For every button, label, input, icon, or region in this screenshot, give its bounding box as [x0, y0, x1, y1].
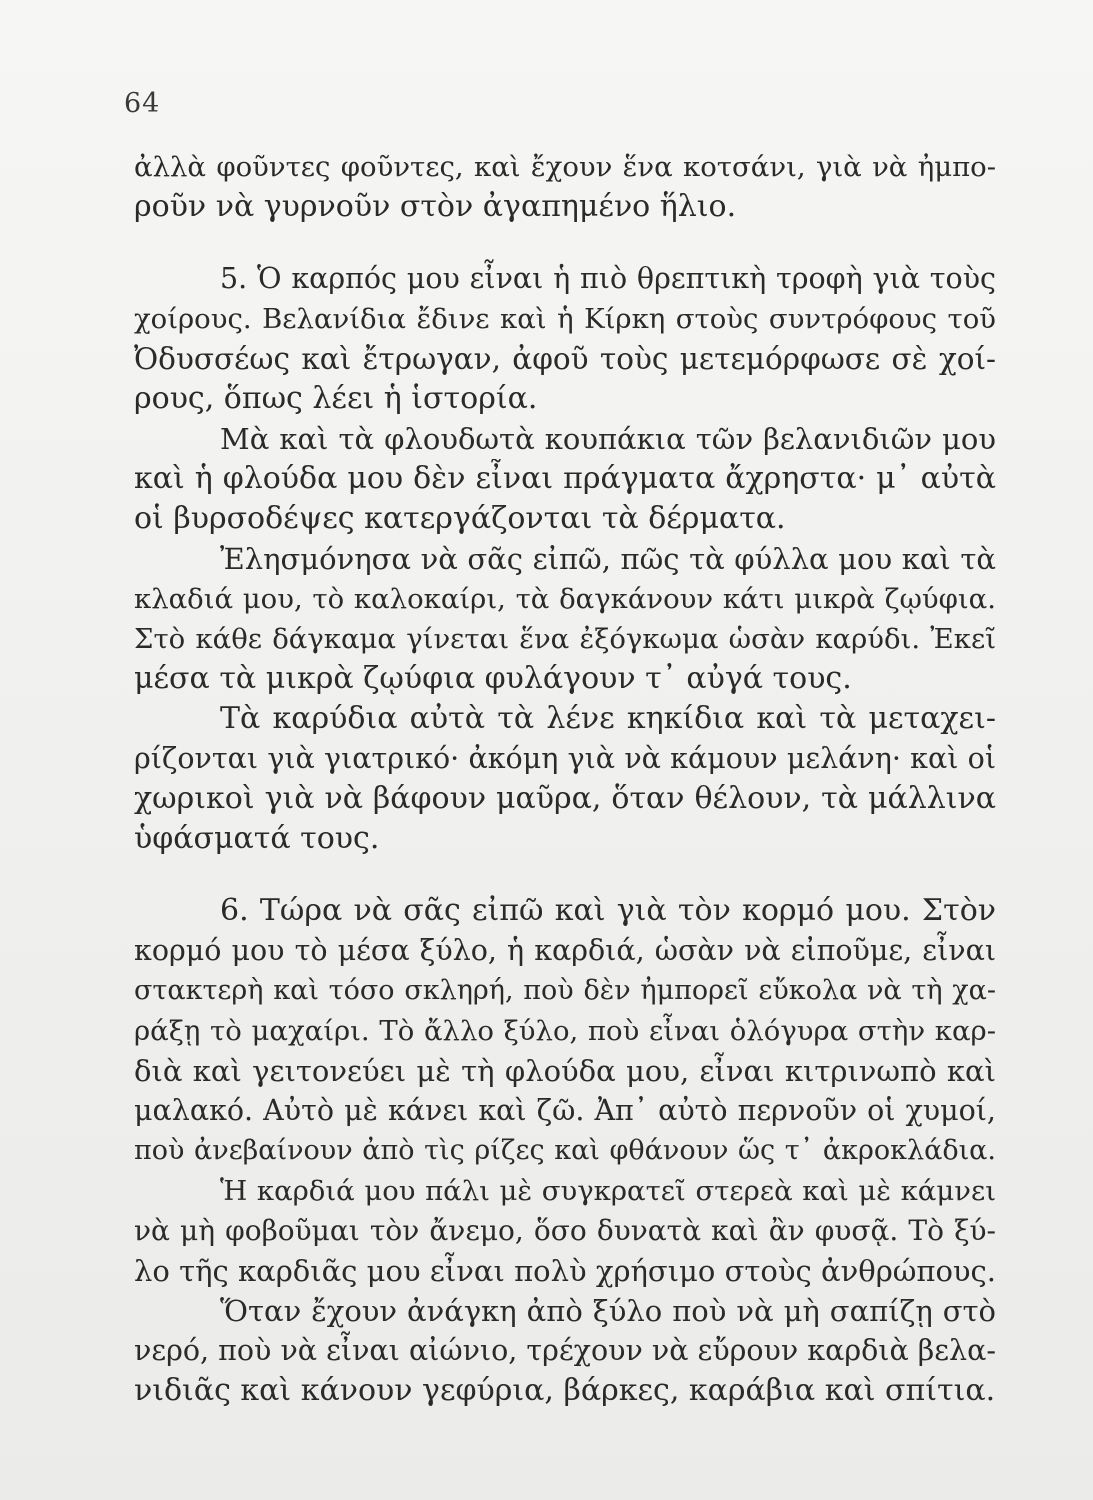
text-line: ρους, ὅπως λέει ἡ ἱστορία.: [134, 381, 538, 416]
text-line: ἀλλὰ φοῦντες φοῦντες, καὶ ἔχουν ἕνα κοτσάνι, γιὰ νὰ ἠμπο-: [134, 151, 996, 183]
text-line: 6. Τώρα νὰ σᾶς εἰπῶ καὶ γιὰ τὸν κορμό μου. Στὸν: [220, 893, 996, 928]
paragraph-leaves: [134, 539, 996, 699]
paragraph-section-5: [134, 259, 996, 419]
text-line: διὰ καὶ γειτονεύει μὲ τὴ φλούδα μου, εἶναι κιτρινωπὸ καὶ: [134, 1054, 996, 1088]
text-line: χοίρους. Βελανίδια ἔδινε καὶ ἡ Κίρκη στοὺς συντρόφους τοῦ: [134, 303, 996, 335]
text-line: κορμό μου τὸ μέσα ξύλο, ἡ καρδιά, ὡσὰν νὰ εἰποῦμε, εἶναι: [134, 934, 996, 967]
text-line: Τὰ καρύδια αὐτὰ τὰ λένε κηκίδια καὶ τὰ μεταχει-: [220, 701, 996, 736]
text-line: χωρικοὶ γιὰ νὰ βάφουν μαῦρα, ὅταν θέλουν, τὰ μάλλινα: [134, 781, 996, 816]
text-line: λο τῆς καρδιᾶς μου εἶναι πολὺ χρήσιμο στοὺς ἀνθρώπους.: [134, 1254, 996, 1288]
text-line: Ἡ καρδιά μου πάλι μὲ συγκρατεῖ στερεὰ καὶ μὲ κάμνει: [220, 1175, 996, 1207]
text-line: Μὰ καὶ τὰ φλουδωτὰ κουπάκια τῶν βελανιδιῶν μου: [220, 422, 996, 456]
paragraph-husks: [134, 419, 996, 539]
paragraph-uses: [134, 1291, 996, 1411]
text-line: Ἐλησμόνησα νὰ σᾶς εἰπῶ, πῶς τὰ φύλλα μου καὶ τὰ: [220, 542, 996, 576]
text-line: κλαδιά μου, τὸ καλοκαίρι, τὰ δαγκάνουν κάτι μικρὰ ζῳύφια.: [134, 583, 996, 615]
paragraph-heart: [134, 1171, 996, 1291]
text-line: 5. Ὁ καρπός μου εἶναι ἡ πιὸ θρεπτικὴ τροφὴ γιὰ τοὺς: [220, 262, 996, 295]
paragraph-section-6: [134, 891, 996, 1171]
paragraph-galls: [134, 699, 996, 859]
text-line: ροῦν νὰ γυρνοῦν στὸν ἀγαπημένο ἥλιο.: [134, 189, 737, 224]
text-line: μαλακό. Αὐτὸ μὲ κάνει καὶ ζῶ. Ἀπ᾽ αὐτὸ περνοῦν οἱ χυμοί,: [134, 1094, 996, 1127]
section-spacer: [134, 859, 996, 891]
text-line: νερό, ποὺ νὰ εἶναι αἰώνιο, τρέχουν νὰ εὔρουν καρδιὰ βελα-: [134, 1334, 996, 1367]
text-line: ὑφάσματά τους.: [134, 821, 380, 856]
text-line: νὰ μὴ φοβοῦμαι τὸν ἄνεμο, ὅσο δυνατὰ καὶ ἂν φυσᾷ. Τὸ ξύ-: [134, 1214, 996, 1247]
text-line: καὶ ἡ φλούδα μου δὲν εἶναι πράγματα ἄχρηστα· μ᾽ αὐτὰ: [134, 461, 996, 496]
paragraph-continuation: [134, 147, 996, 227]
text-line: στακτερὴ καὶ τόσο σκληρή, ποὺ δὲν ἠμπορεῖ εὔκολα νὰ τὴ χα-: [134, 975, 996, 1006]
text-line: ράξῃ τὸ μαχαίρι. Τὸ ἄλλο ξύλο, ποὺ εἶναι ὁλόγυρα στὴν καρ-: [134, 1015, 996, 1047]
page-number: 64: [124, 88, 161, 119]
text-line: ρίζονται γιὰ γιατρικό· ἀκόμη γιὰ νὰ κάμουν μελάνη· καὶ οἱ: [134, 742, 996, 775]
text-line: οἱ βυρσοδέψες κατεργάζονται τὰ δέρματα.: [134, 501, 786, 536]
body-text: [134, 147, 996, 1411]
text-line: Στὸ κάθε δάγκαμα γίνεται ἕνα ἐξόγκωμα ὡσὰν καρύδι. Ἐκεῖ: [134, 623, 996, 655]
text-line: μέσα τὰ μικρὰ ζῳύφια φυλάγουν τ᾽ αὐγά τους.: [134, 661, 852, 696]
section-spacer: [134, 227, 996, 259]
text-line: νιδιᾶς καὶ κάνουν γεφύρια, βάρκες, καράβια καὶ σπίτια.: [134, 1373, 996, 1408]
text-line: Ὅταν ἔχουν ἀνάγκη ἀπὸ ξύλο ποὺ νὰ μὴ σαπίζῃ στὸ: [220, 1294, 996, 1328]
text-line: ποὺ ἀνεβαίνουν ἀπὸ τὶς ρίζες καὶ φθάνουν ὥς τ᾽ ἀκροκλάδια.: [134, 1135, 996, 1166]
text-line: Ὀδυσσέως καὶ ἔτρωγαν, ἀφοῦ τοὺς μετεμόρφωσε σὲ χοί-: [134, 342, 996, 376]
